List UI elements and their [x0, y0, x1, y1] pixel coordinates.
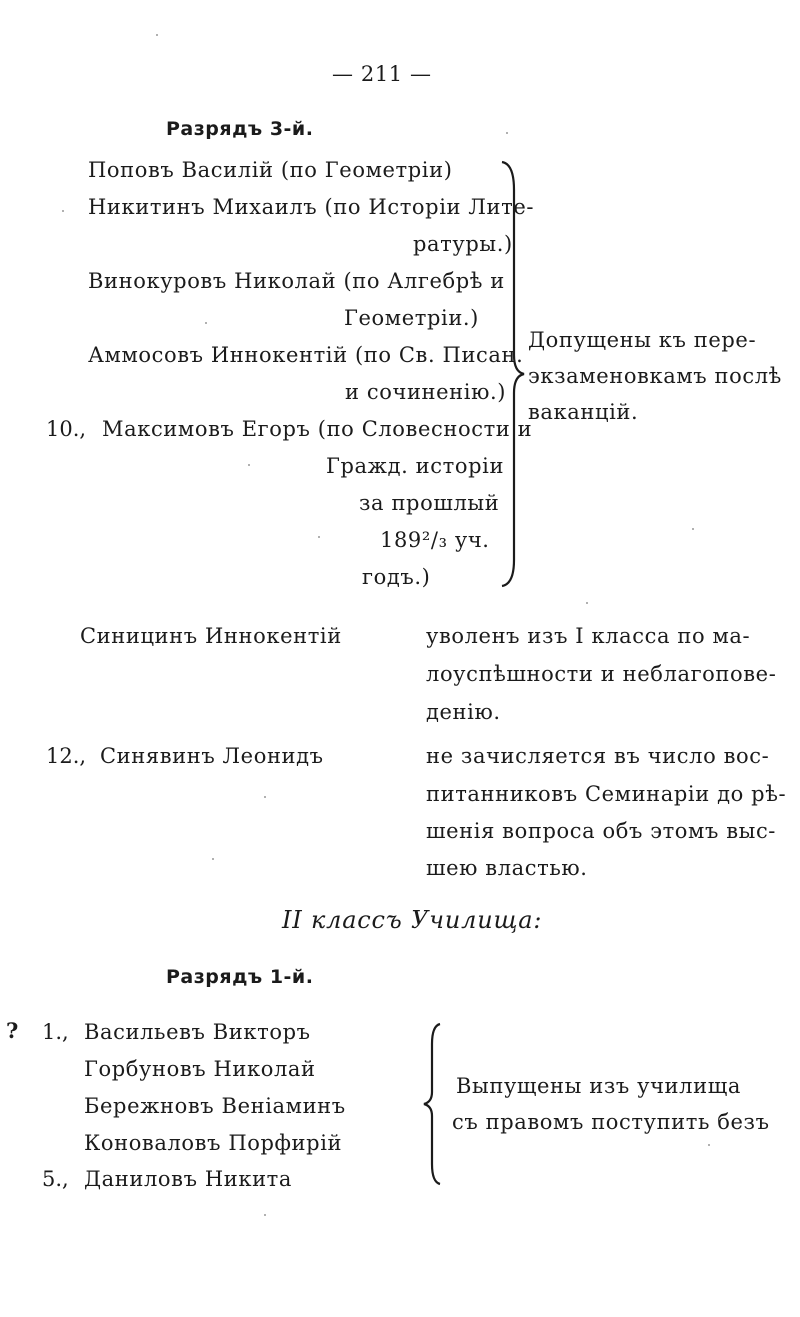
note-line: Допущены къ пере-: [528, 328, 757, 352]
speck: [692, 528, 694, 530]
margin-mark: ?: [6, 1018, 19, 1043]
note-line: питанниковъ Семинаріи до рѣ-: [426, 782, 787, 806]
note-line: ваканцій.: [528, 400, 639, 424]
right-brace: [500, 160, 524, 590]
list-line: Никитинъ Михаилъ (по Исторіи Лите-: [88, 195, 535, 219]
list-line: Васильевъ Викторъ: [84, 1020, 311, 1044]
entry-number: 12.,: [46, 744, 87, 768]
section-3-heading: Разрядъ 3-й.: [166, 118, 314, 140]
speck: [708, 1144, 710, 1146]
speck: [205, 322, 207, 324]
entry-number: 1.,: [42, 1020, 69, 1044]
list-line: Геометріи.): [344, 306, 479, 330]
list-line: и сочиненію.): [345, 380, 507, 404]
section-1-heading: Разрядъ 1-й.: [166, 966, 314, 988]
list-line: ратуры.): [413, 232, 513, 256]
note-line: лоуспѣшности и неблагоповe-: [426, 662, 777, 686]
entry-number: 10.,: [46, 417, 87, 441]
list-line: Коноваловъ Порфирій: [84, 1131, 343, 1155]
list-line: Гражд. исторіи: [326, 454, 505, 478]
list-line: Бережновъ Веніаминъ: [84, 1094, 346, 1118]
speck: [318, 536, 320, 538]
list-line: Винокуровъ Николай (по Алгебрѣ и: [88, 269, 505, 293]
list-line: Горбуновъ Николай: [84, 1057, 316, 1081]
speck: [62, 210, 64, 212]
note-line: не зачисляется въ число вос-: [426, 744, 770, 768]
list-line: Поповъ Василій (по Геометріи): [88, 158, 453, 182]
list-line: годъ.): [362, 565, 431, 589]
speck: [264, 796, 266, 798]
left-brace: [424, 1022, 446, 1186]
note-line: экзаменовкамъ послѣ: [528, 364, 782, 388]
speck: [212, 858, 214, 860]
note-line: съ правомъ поступить безъ: [452, 1110, 770, 1134]
entry-number: 5.,: [42, 1167, 69, 1191]
list-line: за прошлый: [359, 491, 500, 515]
entry-name: Синявинъ Леонидъ: [100, 744, 324, 768]
class-heading: II классъ Училища:: [282, 906, 543, 934]
speck: [156, 34, 158, 36]
list-line: Аммосовъ Иннокентій (по Св. Писан.: [88, 343, 524, 367]
speck: [586, 602, 588, 604]
speck: [264, 1214, 266, 1216]
list-line: Даниловъ Никита: [84, 1167, 292, 1191]
note-line: денію.: [426, 700, 501, 724]
note-line: шенія вопроса объ этомъ выс-: [426, 819, 777, 843]
note-line: уволенъ изъ I класса по ма-: [426, 624, 751, 648]
list-line: Максимовъ Егоръ (по Словесности и: [102, 417, 533, 441]
note-line: шею властью.: [426, 856, 588, 880]
page-number: — 211 —: [332, 62, 432, 86]
note-line: Выпущены изъ училища: [456, 1074, 741, 1098]
entry-name: Синицинъ Иннокентій: [80, 624, 342, 648]
speck: [506, 132, 508, 134]
speck: [248, 464, 250, 466]
list-line: 189²/₃ уч.: [380, 528, 490, 552]
